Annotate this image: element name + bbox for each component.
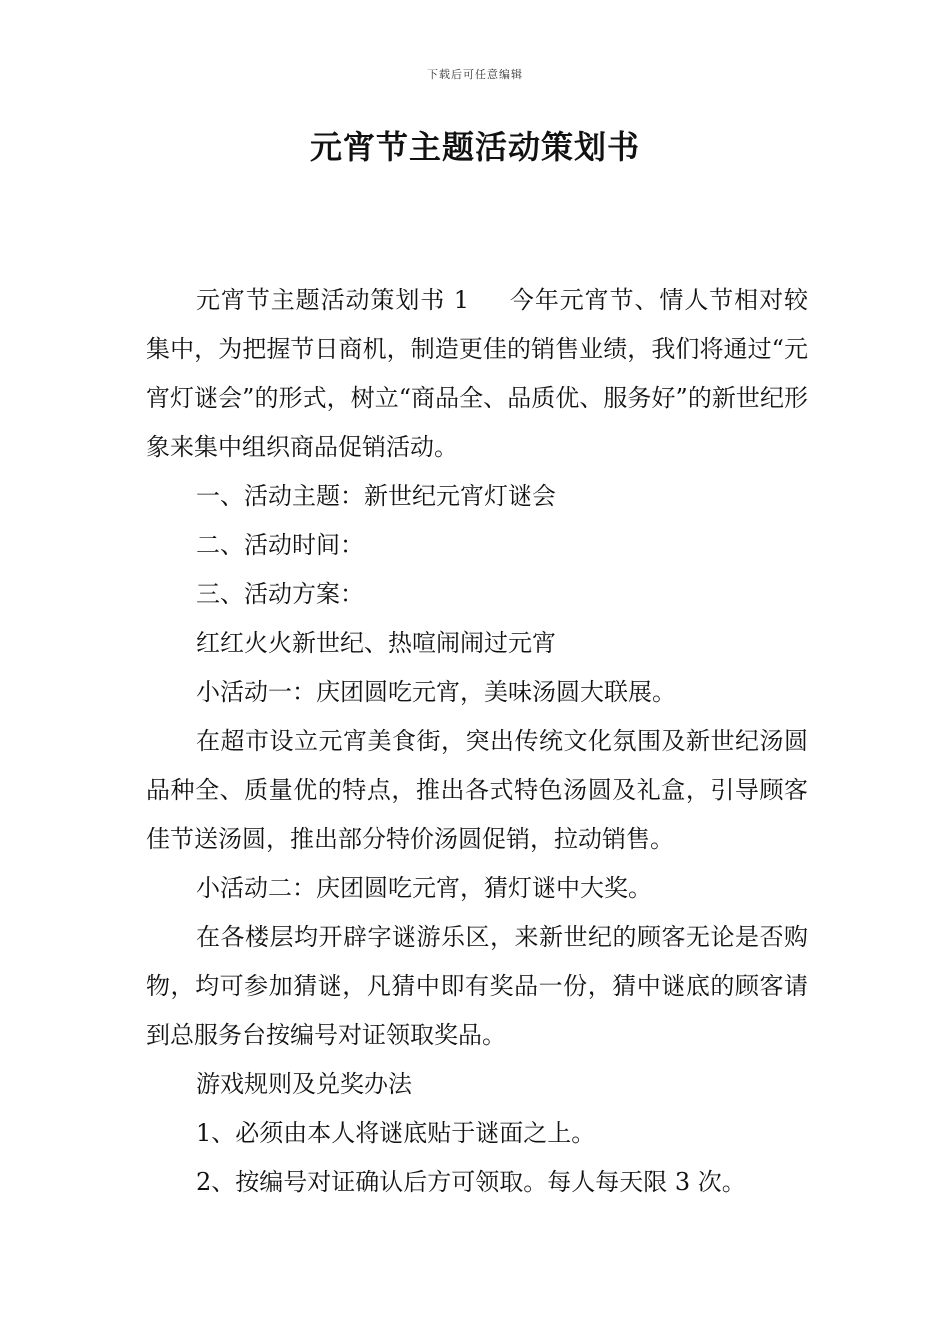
paragraph-time: 二、活动时间：	[196, 531, 364, 559]
intro-heading: 元宵节主题活动策划书 1	[196, 286, 469, 314]
paragraph-activity-two: 小活动二：庆团圆吃元宵，猜灯谜中大奖。	[196, 874, 652, 902]
intro-text: 今年元宵节、情人节相对较集中，为把握节日商机，制造更佳的销售业绩，我们将通过“元宵灯谜会”的形式，树立“商品全、品质优、服务好”的新世纪形象来集中组织商品促销活动。	[146, 286, 809, 461]
intro-paragraph	[146, 276, 808, 472]
document-body	[146, 276, 808, 1207]
paragraph-rule-2: 2、按编号对证确认后方可领取。每人每天限 3 次。	[196, 1168, 746, 1196]
paragraph-slogan: 红红火火新世纪、热喧闹闹过元宵	[196, 629, 556, 657]
paragraph-activity-one-detail: 在超市设立元宵美食街，突出传统文化氛围及新世纪汤圆品种全、质量优的特点，推出各式特色汤圆及礼盒，引导顾客佳节送汤圆，推出部分特价汤圆促销，拉动销售。	[146, 727, 808, 853]
header-note: 下载后可任意编辑	[427, 68, 523, 81]
paragraph-rule-1: 1、必须由本人将谜底贴于谜面之上。	[196, 1119, 596, 1147]
paragraph-rules-heading: 游戏规则及兑奖办法	[196, 1070, 412, 1098]
paragraph-activity-two-detail: 在各楼层均开辟字谜游乐区，来新世纪的顾客无论是否购物，均可参加猜谜，凡猜中即有奖品一份，猜中谜底的顾客请到总服务台按编号对证领取奖品。	[146, 923, 808, 1049]
document-title: 元宵节主题活动策划书	[309, 128, 640, 166]
paragraph-plan: 三、活动方案：	[196, 580, 364, 608]
paragraph-activity-one: 小活动一：庆团圆吃元宵，美味汤圆大联展。	[196, 678, 676, 706]
paragraph-theme: 一、活动主题：新世纪元宵灯谜会	[196, 482, 556, 510]
